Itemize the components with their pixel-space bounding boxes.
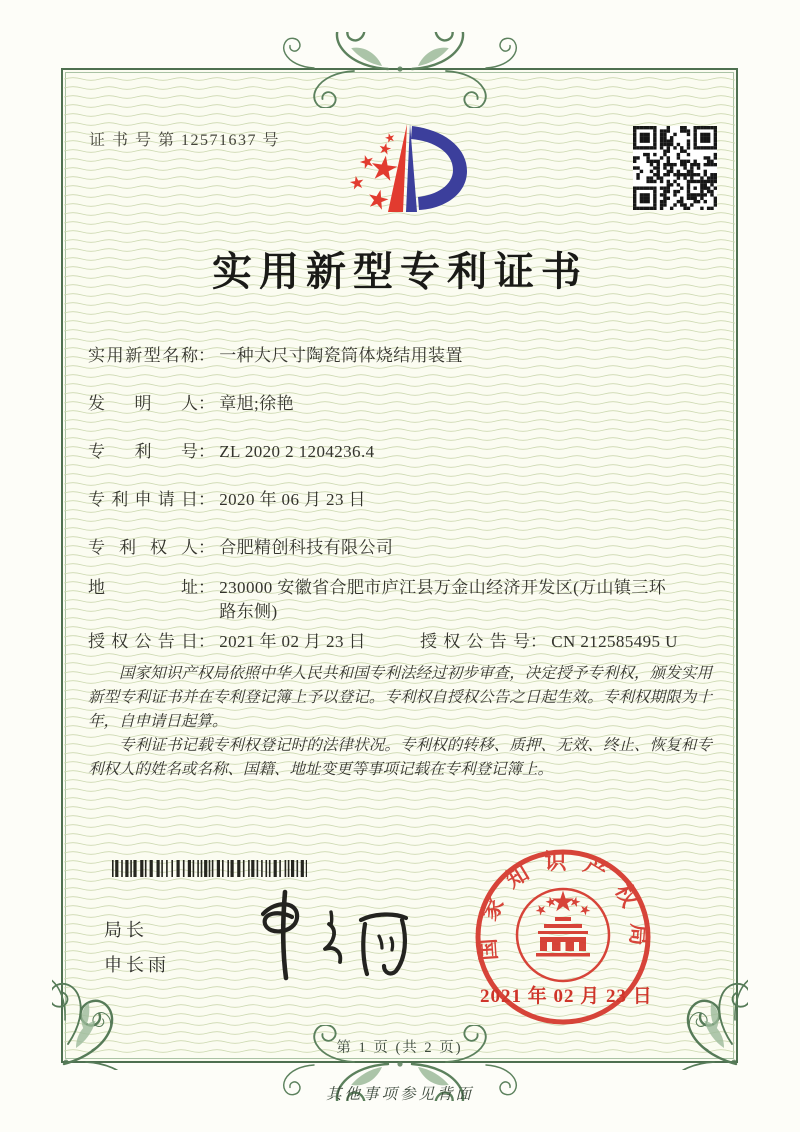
seal-date: 2021 年 02 月 23 日	[480, 986, 653, 1007]
field-label: 发明人	[88, 394, 198, 413]
field-row-grant: 授权公告日： 2021 年 02 月 23 日 授权公告号： CN 212585495 U	[88, 630, 366, 654]
field-row-address: 地址： 230000 安徽省合肥市庐江县万金山经济开发区(万山镇三环路东侧)	[88, 576, 671, 624]
qr-code	[633, 126, 717, 210]
field-row-grant-number: 授权公告号： CN 212585495 U	[420, 630, 678, 654]
barcode	[112, 860, 307, 877]
field-row-patent-number: 专利号： ZL 2020 2 1204236.4	[88, 440, 375, 464]
field-row-filing-date: 专利申请日： 2020 年 06 月 23 日	[88, 488, 366, 512]
ornament-top	[250, 32, 550, 108]
field-label: 授权公告日	[88, 632, 198, 651]
body-paragraph: 专利证书记载专利权登记时的法律状况。专利权的转移、质押、无效、终止、恢复和专利权人的姓名或名称、国籍、地址变更等事项记载在专利登记簿上。	[88, 737, 712, 778]
field-value: 2021 年 02 月 23 日	[219, 632, 366, 651]
field-row-invention-name: 实用新型名称： 一种大尺寸陶瓷筒体烧结用装置	[88, 344, 463, 368]
field-value: 2020 年 06 月 23 日	[219, 490, 366, 509]
field-label: 专利号	[88, 442, 198, 461]
certificate-title: 实用新型专利证书	[212, 249, 588, 294]
director-title: 局长	[104, 920, 148, 940]
field-value: 一种大尺寸陶瓷筒体烧结用装置	[219, 346, 463, 365]
field-label: 地址	[88, 578, 198, 597]
certificate-number: 证 书 号 第 12571637 号	[89, 132, 281, 149]
national-emblem-icon	[517, 889, 609, 981]
seal-text: 国家知识产权局	[473, 849, 653, 962]
field-row-inventor: 发明人： 章旭;徐艳	[88, 392, 294, 416]
field-value: ZL 2020 2 1204236.4	[219, 442, 375, 461]
field-label: 实用新型名称	[88, 346, 198, 365]
director-name: 申长雨	[104, 955, 170, 975]
field-value: 章旭;徐艳	[219, 394, 294, 413]
legal-text	[88, 662, 712, 782]
back-note: 其他事项参见背面	[325, 1086, 474, 1103]
field-label: 授权公告号	[420, 632, 530, 651]
cnipa-logo	[333, 112, 473, 224]
field-value: CN 212585495 U	[551, 632, 678, 651]
body-paragraph: 国家知识产权局依照中华人民共和国专利法经过初步审查，决定授予专利权，颁发实用新型专利证书并在专利登记簿上予以登记。专利权自授权公告之日起生效。专利权期限为十年，自申请日起算。	[88, 665, 712, 730]
logo-p-curve	[411, 126, 467, 210]
field-label: 专利申请日	[88, 490, 198, 509]
director-signature-icon	[233, 886, 423, 986]
field-label: 专利权人	[88, 538, 198, 557]
field-value: 合肥精创科技有限公司	[219, 538, 394, 557]
field-value: 230000 安徽省合肥市庐江县万金山经济开发区(万山镇三环路东侧)	[219, 578, 667, 621]
field-row-patentee: 专利权人： 合肥精创科技有限公司	[88, 536, 393, 560]
page-number: 第 1 页 (共 2 页)	[336, 1040, 463, 1056]
